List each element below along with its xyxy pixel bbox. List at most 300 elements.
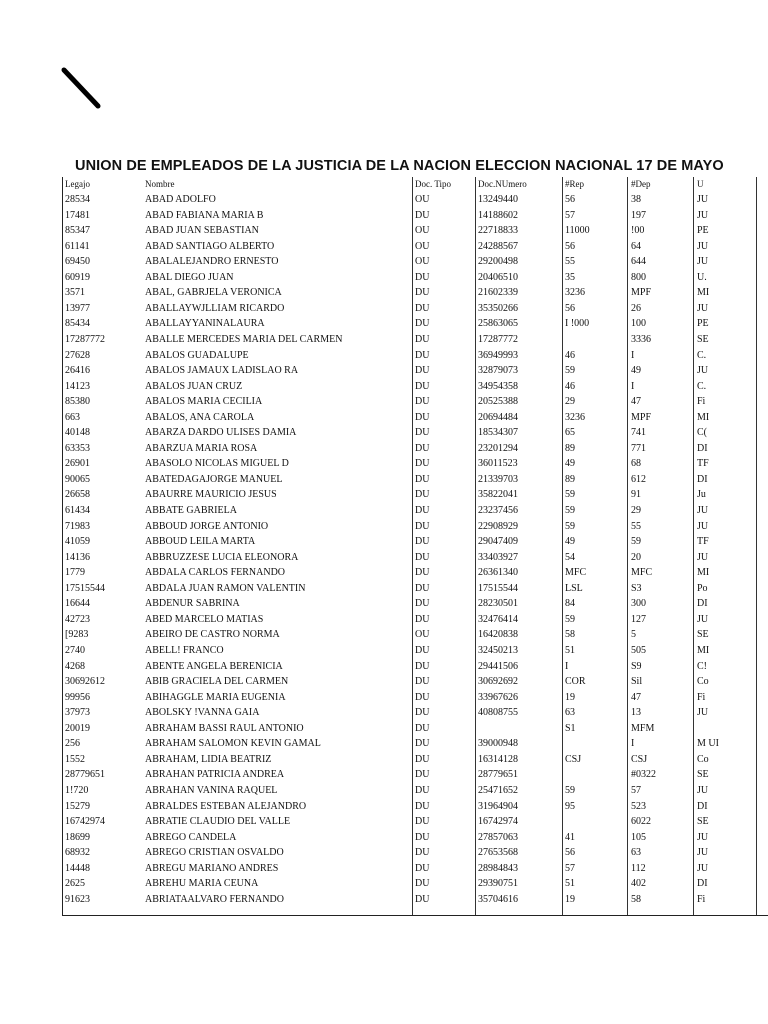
cell-doc-numero: 21602339 <box>478 287 518 299</box>
cell-legajo: 15279 <box>65 800 90 812</box>
cell-nombre: ABDENUR SABRINA <box>145 598 240 610</box>
cell-dep: 105 <box>631 831 646 843</box>
cell-rep: 41 <box>565 831 575 843</box>
cell-dep: 300 <box>631 598 646 610</box>
cell-legajo: 1779 <box>65 567 85 579</box>
cell-rep: 3236 <box>565 287 585 299</box>
cell-nombre: ABBOUD LEILA MARTA <box>145 536 256 548</box>
cell-u: JU <box>697 707 709 719</box>
header-rep: #Rep <box>565 179 584 189</box>
cell-nombre: ABRAHAM, LIDIA BEATRIZ <box>145 753 272 765</box>
cell-nombre: ABEIRO DE CASTRO NORMA <box>145 629 280 641</box>
cell-nombre: ABDALA CARLOS FERNANDO <box>145 567 286 579</box>
cell-dep: I <box>631 349 635 361</box>
cell-doc-tipo: DU <box>415 318 430 330</box>
cell-dep: S9 <box>631 660 642 672</box>
cell-doc-numero: 28984843 <box>478 862 518 874</box>
cell-doc-numero: 26361340 <box>478 567 518 579</box>
slash-mark <box>60 66 108 114</box>
cell-nombre: ABARZA DARDO ULISES DAMIA <box>145 427 297 439</box>
cell-doc-tipo: DU <box>415 598 430 610</box>
cell-doc-tipo: OU <box>415 225 430 237</box>
cell-legajo: 14123 <box>65 380 90 392</box>
cell-u: Fi <box>697 396 706 408</box>
header-u: U <box>697 179 704 189</box>
cell-doc-numero: 39000948 <box>478 738 518 750</box>
cell-doc-numero: 36011523 <box>478 458 518 470</box>
cell-rep: 63 <box>565 707 575 719</box>
cell-legajo: 663 <box>65 411 80 423</box>
cell-doc-tipo: DU <box>415 411 430 423</box>
cell-u: Fi <box>697 691 706 703</box>
cell-doc-tipo: DU <box>415 473 430 485</box>
cell-legajo: 63353 <box>65 442 90 454</box>
cell-nombre: ABRATIE CLAUDIO DEL VALLE <box>145 816 291 827</box>
cell-doc-tipo: DU <box>415 613 430 625</box>
cell-nombre: ABATEDAGAJORGE MANUEL <box>145 473 283 485</box>
cell-doc-tipo: DU <box>415 831 430 843</box>
cell-rep: 46 <box>565 349 575 361</box>
cell-dep: 38 <box>631 194 641 205</box>
cell-doc-tipo: DU <box>415 878 430 890</box>
cell-u: TF <box>697 458 709 470</box>
cell-rep: I <box>565 660 569 672</box>
cell-rep: 59 <box>565 365 575 377</box>
cell-nombre: ABALOS JUAN CRUZ <box>145 380 243 392</box>
cell-legajo: 69450 <box>65 256 90 268</box>
cell-u: Po <box>697 582 708 594</box>
cell-doc-tipo: DU <box>415 349 430 361</box>
cell-u: C. <box>697 380 707 392</box>
cell-u: MI <box>697 567 710 579</box>
cell-doc-tipo: DU <box>415 738 430 750</box>
cell-u: JU <box>697 613 709 625</box>
cell-dep: #0322 <box>631 769 656 781</box>
cell-dep: 771 <box>631 442 646 454</box>
cell-rep: 65 <box>565 427 575 439</box>
cell-dep: 59 <box>631 536 641 548</box>
column-divider <box>562 177 563 915</box>
cell-nombre: ABREHU MARIA CEUNA <box>145 878 259 890</box>
cell-legajo: 27628 <box>65 349 90 361</box>
cell-doc-tipo: DU <box>415 862 430 874</box>
cell-doc-tipo: DU <box>415 536 430 548</box>
cell-dep: 800 <box>631 271 646 283</box>
cell-rep: 3236 <box>565 411 585 423</box>
cell-doc-numero: 23201294 <box>478 442 518 454</box>
cell-u: SE <box>697 769 709 781</box>
cell-u: DI <box>697 598 708 610</box>
header-doc-tipo: Doc. Tipo <box>415 179 452 189</box>
cell-legajo: 3571 <box>65 287 85 299</box>
cell-rep: 56 <box>565 194 575 205</box>
cell-u: M UI <box>697 738 719 750</box>
cell-doc-tipo: DU <box>415 287 430 299</box>
header-legajo: Legajo <box>65 179 90 189</box>
cell-u: JU <box>697 194 709 205</box>
cell-nombre: ABALOS MARIA CECILIA <box>145 396 263 408</box>
cell-legajo: [9283 <box>65 629 89 641</box>
cell-doc-numero: 31964904 <box>478 800 518 812</box>
cell-doc-numero: 28779651 <box>478 769 518 781</box>
cell-doc-numero: 30692692 <box>478 676 518 688</box>
cell-doc-numero: 17287772 <box>478 334 518 345</box>
cell-legajo: 28534 <box>65 194 90 205</box>
cell-doc-numero: 16314128 <box>478 753 518 765</box>
header-dep: #Dep <box>631 179 651 189</box>
cell-nombre: ABREGO CANDELA <box>145 831 237 843</box>
cell-doc-numero: 40808755 <box>478 707 518 719</box>
cell-doc-numero: 25471652 <box>478 784 518 796</box>
cell-doc-tipo: DU <box>415 551 430 563</box>
cell-doc-tipo: DU <box>415 442 430 454</box>
cell-nombre: ABBRUZZESE LUCIA ELEONORA <box>145 551 299 563</box>
cell-dep: 505 <box>631 645 646 656</box>
cell-dep: 644 <box>631 256 646 268</box>
cell-doc-numero: 23237456 <box>478 505 518 516</box>
cell-doc-numero: 22908929 <box>478 520 518 532</box>
cell-nombre: ABASOLO NICOLAS MIGUEL D <box>145 458 289 470</box>
cell-rep: 84 <box>565 598 575 610</box>
cell-doc-tipo: DU <box>415 209 430 221</box>
cell-doc-tipo: DU <box>415 567 430 579</box>
cell-doc-tipo: DU <box>415 520 430 532</box>
cell-u: SE <box>697 334 709 345</box>
cell-nombre: ABALOS, ANA CAROLA <box>145 411 255 423</box>
cell-rep: 29 <box>565 396 575 408</box>
cell-dep: 20 <box>631 551 641 563</box>
cell-dep: MPF <box>631 411 652 423</box>
column-divider <box>756 177 757 915</box>
cell-legajo: 60919 <box>65 271 90 283</box>
cell-dep: 612 <box>631 473 646 485</box>
cell-dep: 29 <box>631 505 641 516</box>
cell-doc-numero: 24288567 <box>478 240 518 252</box>
cell-dep: 64 <box>631 240 641 252</box>
cell-u: DI <box>697 442 708 454</box>
cell-doc-numero: 29390751 <box>478 878 518 890</box>
cell-rep: I !000 <box>565 318 590 330</box>
cell-nombre: ABRAHAN VANINA RAQUEL <box>145 784 278 796</box>
cell-dep: MFC <box>631 567 653 579</box>
cell-rep: 59 <box>565 489 575 501</box>
cell-doc-numero: 16420838 <box>478 629 518 641</box>
cell-u: DI <box>697 473 708 485</box>
cell-nombre: ABAD SANTIAGO ALBERTO <box>145 240 275 252</box>
cell-legajo: 37973 <box>65 707 90 719</box>
cell-legajo: 2740 <box>65 645 85 656</box>
cell-rep: COR <box>565 676 586 688</box>
cell-doc-numero: 35704616 <box>478 893 518 905</box>
cell-rep: 59 <box>565 505 575 516</box>
cell-doc-tipo: DU <box>415 458 430 470</box>
cell-dep: 55 <box>631 520 641 532</box>
cell-u: Co <box>697 753 709 765</box>
cell-legajo: 16742974 <box>65 816 105 827</box>
cell-doc-tipo: OU <box>415 256 430 268</box>
cell-dep: 741 <box>631 427 646 439</box>
cell-rep: 49 <box>565 458 575 470</box>
cell-doc-tipo: DU <box>415 676 430 688</box>
cell-nombre: ABREGO CRISTIAN OSVALDO <box>145 847 284 859</box>
cell-doc-tipo: DU <box>415 427 430 439</box>
cell-rep: 89 <box>565 473 575 485</box>
cell-u: PE <box>697 318 709 330</box>
cell-rep: 89 <box>565 442 575 454</box>
cell-nombre: ABALLAYYANINALAURA <box>145 318 265 330</box>
cell-doc-numero: 27857063 <box>478 831 518 843</box>
cell-legajo: 85434 <box>65 318 90 330</box>
cell-rep: 51 <box>565 645 575 656</box>
cell-nombre: ABALALEJANDRO ERNESTO <box>145 256 279 268</box>
cell-u: DI <box>697 800 708 812</box>
cell-dep: 91 <box>631 489 641 501</box>
document-title: UNION DE EMPLEADOS DE LA JUSTICIA DE LA NACION ELECCION NACIONAL 17 DE MAYO <box>75 158 724 174</box>
cell-legajo: 85347 <box>65 225 90 237</box>
cell-u: JU <box>697 831 709 843</box>
cell-doc-tipo: DU <box>415 334 430 345</box>
cell-dep: 57 <box>631 784 641 796</box>
cell-dep: 197 <box>631 209 646 221</box>
cell-u: SE <box>697 629 709 641</box>
cell-rep: 58 <box>565 629 575 641</box>
cell-u: C! <box>697 660 707 672</box>
cell-rep: 49 <box>565 536 575 548</box>
cell-u: JU <box>697 551 709 563</box>
cell-legajo: 18699 <box>65 831 90 843</box>
cell-doc-tipo: DU <box>415 505 430 516</box>
cell-legajo: 26416 <box>65 365 90 377</box>
cell-doc-numero: 17515544 <box>478 582 518 594</box>
cell-nombre: ABALOS GUADALUPE <box>145 349 249 361</box>
cell-doc-numero: 35822041 <box>478 489 518 501</box>
cell-doc-tipo: DU <box>415 753 430 765</box>
cell-nombre: ABRAHAM BASSI RAUL ANTONIO <box>145 722 304 734</box>
cell-dep: S3 <box>631 582 642 594</box>
cell-u: JU <box>697 256 709 268</box>
cell-doc-tipo: DU <box>415 691 430 703</box>
cell-dep: CSJ <box>631 753 648 765</box>
cell-u: MI <box>697 287 710 299</box>
cell-rep: 59 <box>565 613 575 625</box>
cell-nombre: ABRIATAALVARO FERNANDO <box>145 893 284 905</box>
cell-u: JU <box>697 209 709 221</box>
cell-nombre: ABRALDES ESTEBAN ALEJANDRO <box>145 800 307 812</box>
cell-legajo: 1552 <box>65 753 85 765</box>
cell-doc-tipo: DU <box>415 722 430 734</box>
cell-nombre: ABREGU MARIANO ANDRES <box>145 862 279 874</box>
cell-dep: 402 <box>631 878 646 890</box>
cell-nombre: ABAD ADOLFO <box>145 194 216 205</box>
cell-legajo: 14448 <box>65 862 90 874</box>
cell-dep: I <box>631 738 635 750</box>
cell-rep: 56 <box>565 302 575 314</box>
cell-nombre: ABRAHAM SALOMON KEVIN GAMAL <box>145 738 321 750</box>
cell-nombre: ABOLSKY !VANNA GAIA <box>145 707 260 719</box>
cell-dep: I <box>631 380 635 392</box>
cell-legajo: 26901 <box>65 458 90 470</box>
cell-u: PE <box>697 225 709 237</box>
cell-dep: 49 <box>631 365 641 377</box>
cell-nombre: ABAURRE MAURICIO JESUS <box>145 489 277 501</box>
cell-rep: 57 <box>565 862 575 874</box>
cell-legajo: 1!720 <box>65 784 89 796</box>
cell-u: C. <box>697 349 707 361</box>
cell-legajo: 14136 <box>65 551 90 563</box>
cell-rep: 56 <box>565 240 575 252</box>
cell-u: JU <box>697 365 709 377</box>
cell-u: JU <box>697 862 709 874</box>
cell-u: JU <box>697 847 709 859</box>
cell-dep: 63 <box>631 847 641 859</box>
cell-dep: Sil <box>631 676 643 688</box>
cell-u: C( <box>697 427 707 439</box>
cell-rep: 55 <box>565 256 575 268</box>
cell-u: Ju <box>697 489 706 501</box>
cell-doc-numero: 20406510 <box>478 271 518 283</box>
cell-dep: 47 <box>631 691 641 703</box>
cell-dep: 3336 <box>631 334 651 345</box>
cell-doc-numero: 13249440 <box>478 194 518 205</box>
cell-nombre: ABED MARCELO MATIAS <box>145 613 264 625</box>
cell-rep: CSJ <box>565 753 582 765</box>
cell-doc-numero: 28230501 <box>478 598 518 610</box>
cell-doc-numero: 27653568 <box>478 847 518 859</box>
cell-legajo: 4268 <box>65 660 85 672</box>
cell-legajo: 90065 <box>65 473 90 485</box>
cell-u: JU <box>697 520 709 532</box>
cell-doc-tipo: DU <box>415 769 430 781</box>
cell-rep: 35 <box>565 271 575 283</box>
cell-legajo: 99956 <box>65 691 90 703</box>
cell-doc-tipo: DU <box>415 816 430 827</box>
cell-doc-tipo: DU <box>415 582 430 594</box>
cell-dep: 47 <box>631 396 641 408</box>
cell-legajo: 28779651 <box>65 769 105 781</box>
cell-rep: S1 <box>565 722 576 734</box>
cell-nombre: ABIHAGGLE MARIA EUGENIA <box>145 691 286 703</box>
cell-doc-tipo: DU <box>415 489 430 501</box>
cell-rep: MFC <box>565 567 587 579</box>
cell-u: MI <box>697 411 710 423</box>
header-nombre: Nombre <box>145 179 175 189</box>
cell-legajo: 256 <box>65 738 80 750</box>
cell-nombre: ABAD JUAN SEBASTIAN <box>145 225 259 237</box>
cell-dep: MFM <box>631 722 655 734</box>
cell-legajo: 85380 <box>65 396 90 408</box>
cell-doc-tipo: DU <box>415 271 430 283</box>
cell-legajo: 41059 <box>65 536 90 548</box>
cell-legajo: 68932 <box>65 847 90 859</box>
cell-legajo: 40148 <box>65 427 90 439</box>
cell-dep: 5 <box>631 629 636 641</box>
cell-doc-tipo: DU <box>415 847 430 859</box>
cell-nombre: ABAL DIEGO JUAN <box>145 271 234 283</box>
cell-doc-tipo: OU <box>415 240 430 252</box>
cell-rep: 54 <box>565 551 575 563</box>
cell-nombre: ABARZUA MARIA ROSA <box>145 442 258 454</box>
cell-doc-tipo: DU <box>415 365 430 377</box>
cell-doc-numero: 32879073 <box>478 365 518 377</box>
cell-u: Fi <box>697 893 706 905</box>
cell-rep: LSL <box>565 582 583 594</box>
cell-nombre: ABENTE ANGELA BERENICIA <box>145 660 283 672</box>
cell-doc-numero: 33967626 <box>478 691 518 703</box>
cell-rep: 59 <box>565 784 575 796</box>
cell-nombre: ABRAHAN PATRICIA ANDREA <box>145 769 285 781</box>
cell-doc-numero: 20525388 <box>478 396 518 408</box>
cell-rep: 51 <box>565 878 575 890</box>
cell-nombre: ABIB GRACIELA DEL CARMEN <box>145 676 289 688</box>
cell-dep: 68 <box>631 458 641 470</box>
cell-doc-tipo: DU <box>415 396 430 408</box>
cell-doc-numero: 29441506 <box>478 660 518 672</box>
cell-doc-numero: 14188602 <box>478 209 518 221</box>
cell-legajo: 13977 <box>65 302 90 314</box>
cell-nombre: ABDALA JUAN RAMON VALENTIN <box>145 582 306 594</box>
cell-u: U. <box>697 271 707 283</box>
cell-doc-tipo: DU <box>415 800 430 812</box>
cell-u: JU <box>697 784 709 796</box>
cell-rep: 19 <box>565 893 575 905</box>
cell-doc-numero: 36949993 <box>478 349 518 361</box>
cell-nombre: ABALOS JAMAUX LADISLAO RA <box>145 365 299 377</box>
column-divider <box>475 177 476 915</box>
cell-legajo: 17287772 <box>65 334 105 345</box>
cell-legajo: 16644 <box>65 598 90 610</box>
cell-doc-numero: 33403927 <box>478 551 518 563</box>
cell-legajo: 61434 <box>65 505 90 516</box>
cell-legajo: 20019 <box>65 722 90 734</box>
cell-nombre: ABBATE GABRIELA <box>145 505 237 516</box>
cell-legajo: 71983 <box>65 520 90 532</box>
cell-u: JU <box>697 505 709 516</box>
cell-u: JU <box>697 302 709 314</box>
cell-doc-tipo: DU <box>415 380 430 392</box>
cell-nombre: ABALLE MERCEDES MARIA DEL CARMEN <box>145 334 343 345</box>
cell-legajo: 42723 <box>65 613 90 625</box>
cell-rep: 56 <box>565 847 575 859</box>
cell-rep: 46 <box>565 380 575 392</box>
cell-u: MI <box>697 645 710 656</box>
cell-dep: 13 <box>631 707 641 719</box>
cell-rep: 57 <box>565 209 575 221</box>
cell-doc-numero: 25863065 <box>478 318 518 330</box>
cell-dep: !00 <box>631 225 645 237</box>
cell-rep: 11000 <box>565 225 590 237</box>
cell-doc-tipo: DU <box>415 893 430 905</box>
cell-dep: 100 <box>631 318 646 330</box>
cell-doc-tipo: OU <box>415 194 430 205</box>
cell-nombre: ABAL, GABRJELA VERONICA <box>145 287 282 299</box>
cell-legajo: 91623 <box>65 893 90 905</box>
cell-doc-numero: 29200498 <box>478 256 518 268</box>
cell-doc-numero: 21339703 <box>478 473 518 485</box>
cell-doc-tipo: OU <box>415 629 430 641</box>
cell-dep: 26 <box>631 302 641 314</box>
column-divider <box>693 177 694 915</box>
header-doc-numero: Doc.NUmero <box>478 179 527 189</box>
cell-doc-numero: 35350266 <box>478 302 518 314</box>
cell-rep: 59 <box>565 520 575 532</box>
cell-doc-tipo: DU <box>415 302 430 314</box>
cell-doc-numero: 34954358 <box>478 380 518 392</box>
cell-legajo: 26658 <box>65 489 90 501</box>
column-divider <box>412 177 413 915</box>
cell-rep: 95 <box>565 800 575 812</box>
cell-doc-tipo: DU <box>415 707 430 719</box>
cell-dep: 127 <box>631 613 646 625</box>
